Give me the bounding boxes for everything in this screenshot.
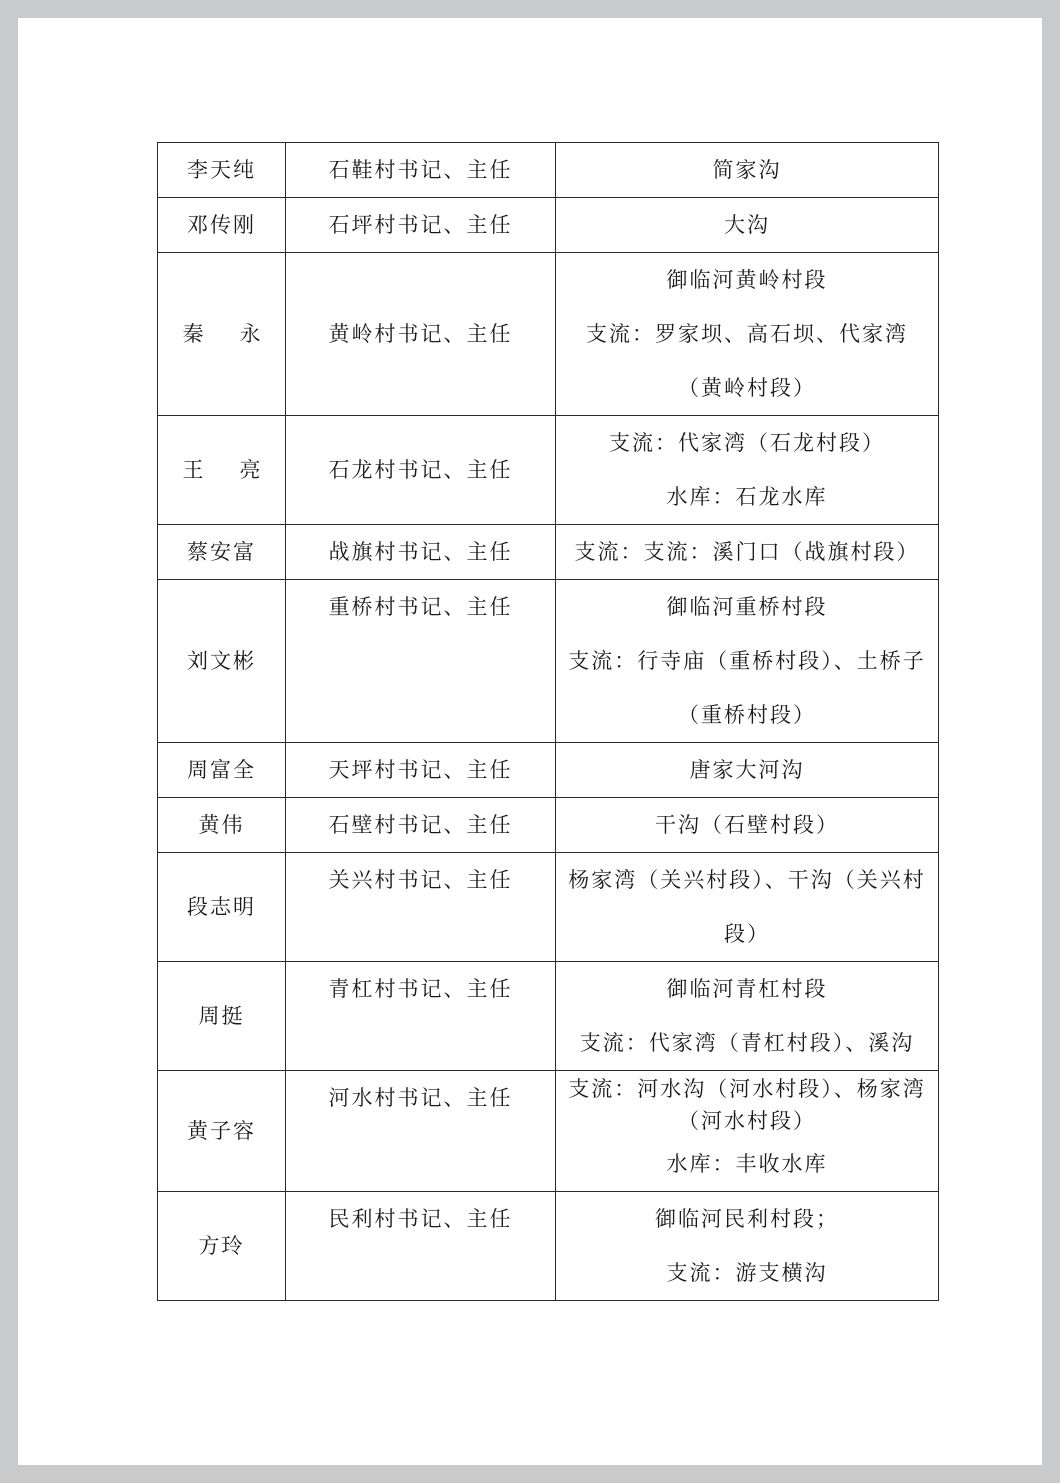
- table-row: [158, 798, 939, 853]
- area-cell: [556, 525, 939, 580]
- area-line: 简家沟: [712, 158, 782, 182]
- name-cell: 刘文彬: [158, 580, 286, 743]
- role-cell: 黄岭村书记、主任: [286, 253, 556, 416]
- responsibility-table: [157, 142, 939, 1301]
- name-cell: [158, 416, 297, 525]
- area-line: 御临河民利村段；: [655, 1207, 839, 1231]
- table-row: [158, 253, 939, 416]
- table-row: [158, 416, 939, 525]
- name-cell: 黄伟: [158, 798, 286, 853]
- role-cell: 石鞋村书记、主任: [286, 143, 556, 198]
- role-cell: 河水村书记、主任: [286, 1071, 556, 1192]
- area-line: 支流：行寺庙（重桥村段）、土桥子（重桥村段）: [568, 649, 926, 727]
- table-row: [158, 962, 939, 1071]
- name-text: 王亮: [182, 458, 297, 482]
- area-cell: [556, 580, 939, 743]
- area-line: 支流：河水沟（河水村段）、杨家湾（河水村段）: [568, 1077, 926, 1133]
- table-row: [158, 1192, 939, 1301]
- area-line: 支流：罗家坝、高石坝、代家湾（黄岭村段）: [586, 322, 908, 400]
- table-row: [158, 525, 939, 580]
- area-cell: [556, 143, 939, 198]
- document-page: [18, 18, 1042, 1465]
- role-cell: 战旗村书记、主任: [286, 525, 556, 580]
- role-cell: 天坪村书记、主任: [286, 743, 556, 798]
- area-line: 御临河重桥村段: [666, 595, 828, 619]
- name-cell: 蔡安富: [158, 525, 286, 580]
- area-cell: [556, 253, 939, 416]
- name-cell: 李天纯: [158, 143, 286, 198]
- area-line: 支流：代家湾（青杠村段）、溪沟: [579, 1031, 915, 1055]
- area-cell: [556, 416, 939, 525]
- area-line: 杨家湾（关兴村段）、干沟（关兴村段）: [568, 868, 926, 946]
- name-cell: 方玲: [158, 1192, 286, 1301]
- area-cell: [556, 962, 939, 1071]
- table-row: [158, 580, 939, 743]
- role-cell: 石龙村书记、主任: [286, 416, 556, 525]
- name-cell: 邓传刚: [158, 198, 286, 253]
- area-line: 御临河黄岭村段: [666, 268, 828, 292]
- name-cell: 段志明: [158, 853, 286, 962]
- area-line: 水库：石龙水库: [666, 485, 828, 509]
- role-cell: 石壁村书记、主任: [286, 798, 556, 853]
- area-line: 大沟: [724, 213, 770, 237]
- area-cell: [556, 798, 939, 853]
- area-cell: [556, 1071, 939, 1192]
- area-cell: [556, 853, 939, 962]
- role-cell: 石坪村书记、主任: [286, 198, 556, 253]
- area-line: 水库：丰收水库: [666, 1152, 828, 1176]
- name-text: 秦永: [182, 322, 297, 346]
- area-line: 支流：代家湾（石龙村段）: [609, 431, 885, 455]
- name-cell: 黄子容: [158, 1071, 286, 1192]
- area-cell: [556, 198, 939, 253]
- area-line: 御临河青杠村段: [666, 977, 828, 1001]
- role-cell: 民利村书记、主任: [286, 1192, 556, 1301]
- table-row: [158, 743, 939, 798]
- role-cell: 青杠村书记、主任: [286, 962, 556, 1071]
- area-cell: [556, 1192, 939, 1301]
- name-cell: [158, 253, 297, 416]
- table-row: [158, 1071, 939, 1192]
- area-line: 唐家大河沟: [689, 758, 805, 782]
- area-line: 干沟（石壁村段）: [655, 813, 839, 837]
- role-cell: 重桥村书记、主任: [286, 580, 556, 743]
- table-row: [158, 853, 939, 962]
- area-line: 支流：游支横沟: [666, 1261, 828, 1285]
- role-cell: 关兴村书记、主任: [286, 853, 556, 962]
- table-row: [158, 143, 939, 198]
- name-cell: 周挺: [158, 962, 286, 1071]
- table-row: [158, 198, 939, 253]
- name-cell: 周富全: [158, 743, 286, 798]
- area-cell: [556, 743, 939, 798]
- area-line: 支流：支流：溪门口（战旗村段）: [574, 540, 920, 564]
